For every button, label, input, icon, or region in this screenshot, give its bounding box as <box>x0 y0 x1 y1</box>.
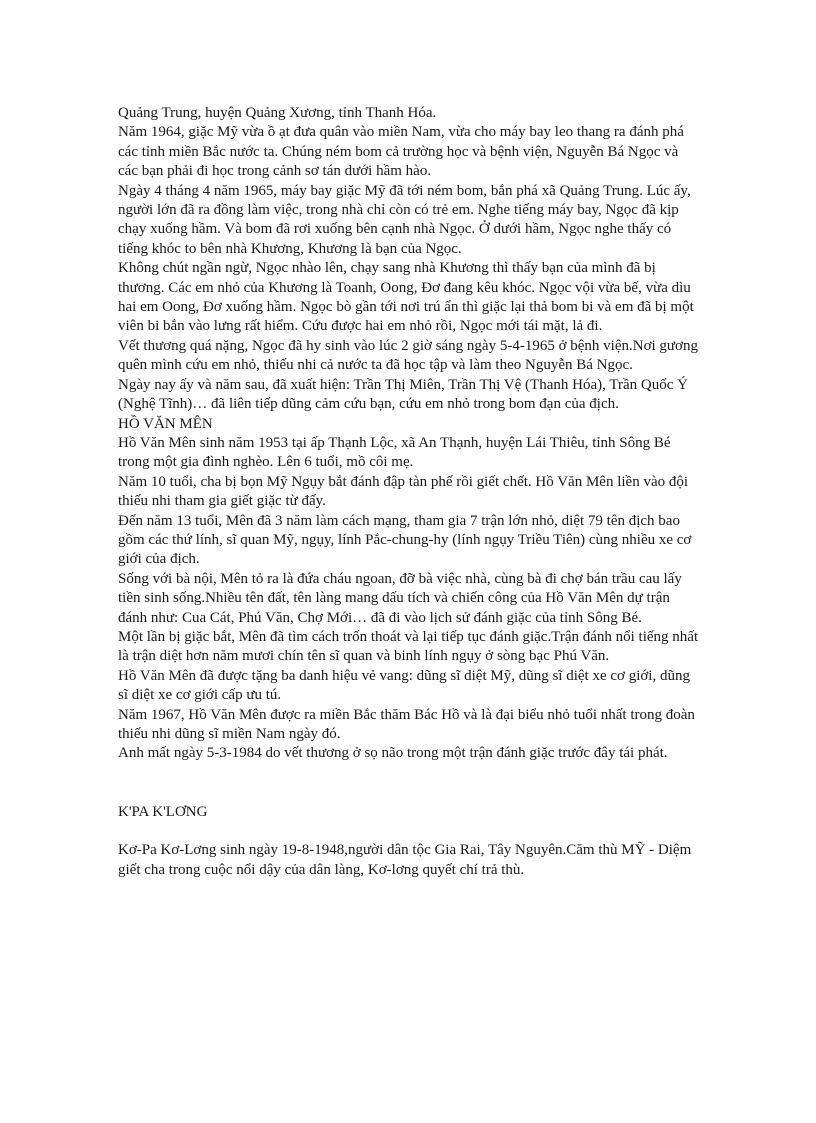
paragraph: Ngày nay ấy và năm sau, đã xuất hiện: Trần Thị Miên, Trần Thị Vệ (Thanh Hóa), Trần Quốc Ý (Nghệ Tĩnh)… đã liên tiếp dũng cảm cứu bạn, cứu em nhỏ trong bom đạn của địch. <box>118 376 688 413</box>
paragraph: Năm 10 tuổi, cha bị bọn Mỹ Ngụy bắt đánh đập tàn phế rồi giết chết. Hồ Văn Mên liền vào đội thiếu nhi tham gia giết giặc từ đấy. <box>118 473 689 510</box>
paragraph: Hồ Văn Mên sinh năm 1953 tại ấp Thạnh Lộc, xã An Thạnh, huyện Lái Thiêu, tỉnh Sông Bé trong một gia đình nghèo. Lên 6 tuổi, mồ côi mẹ. <box>118 434 671 471</box>
section-heading-ho-van-men: HỒ VĂN MÊN <box>118 415 213 432</box>
section-heading-kpa-klong: K'PA K'LƠNG <box>118 803 208 820</box>
paragraph: Quảng Trung, huyện Quảng Xương, tỉnh Thanh Hóa. <box>118 105 437 121</box>
paragraph: Vết thương quá nặng, Ngọc đã hy sinh vào lúc 2 giờ sáng ngày 5-4-1965 ở bệnh viện.Nơi gương quên mình cứu em nhỏ, thiếu nhi cả nước ta đã học tập và làm theo Nguyễn Bá Ngọc. <box>118 337 698 374</box>
paragraph: Không chút ngần ngừ, Ngọc nhào lên, chạy sang nhà Khương thì thấy bạn của mình đã bị thương. Các em nhỏ của Khương là Toanh, Oong, Đơ đang kêu khóc. Ngọc vội vừa bế, vừa dìu hai em Oong, Đơ xuống hầm. Ngọc bò gần tới nơi trú ẩn thì giặc lại thả bom bi và em đã bị một viên bi bắn vào lưng rất hiểm. Cứu được hai em nhỏ rồi, Ngọc mới tái mặt, lả đi. <box>118 260 694 335</box>
document-page <box>118 104 702 880</box>
section-nguyen-ba-ngoc <box>118 104 702 415</box>
paragraph: Năm 1967, Hồ Văn Mên được ra miền Bắc thăm Bác Hồ và là đại biểu nhỏ tuổi nhất trong đoàn thiếu nhi dũng sĩ miền Nam ngày đó. <box>118 706 695 742</box>
spacer <box>118 764 702 803</box>
paragraph: Năm 1964, giặc Mỹ vừa ồ ạt đưa quân vào miền Nam, vừa cho máy bay leo thang ra đánh phá các tỉnh miền Bắc nước ta. Chúng ném bom cả trường học và bệnh viện, Nguyễn Bá Ngọc và các bạn phải đi học trong cảnh sơ tán dưới hầm hào. <box>118 124 684 180</box>
paragraph: Một lần bị giặc bắt, Mên đã tìm cách trốn thoát và lại tiếp tục đánh giặc.Trận đánh nổi tiếng nhất là trận diệt hơn năm mươi chín tên sĩ quan và binh lính ngụy ở sòng bạc Phú Văn. <box>118 628 699 665</box>
paragraph: Kơ-Pa Kơ-Lơng sinh ngày 19-8-1948,người dân tộc Gia Rai, Tây Nguyên.Căm thù MỸ - Diệm giết cha trong cuộc nổi dậy của dân làng, Kơ-lơng quyết chí trả thù. <box>118 842 692 878</box>
section-ho-van-men <box>118 415 702 764</box>
paragraph: Sống với bà nội, Mên tỏ ra là đứa cháu ngoan, đỡ bà việc nhà, cùng bà đi chợ bán trầu cau lấy tiền sinh sống.Nhiều tên đất, tên làng mang dấu tích và chiến công của Hồ Văn Mên dự trận đánh như: Cua Cát, Phú Văn, Chợ Mới… đã đi vào lịch sử đánh giặc của tỉnh Sông Bé. <box>118 570 682 626</box>
paragraph: Anh mất ngày 5-3-1984 do vết thương ở sọ não trong một trận đánh giặc trước đây tái phát. <box>118 745 668 762</box>
paragraph: Ngày 4 tháng 4 năm 1965, máy bay giặc Mỹ đã tới ném bom, bắn phá xã Quảng Trung. Lúc ấy, người lớn đã ra đồng làm việc, trong nhà chỉ còn có trẻ em. Nghe tiếng máy bay, Ngọc đã kịp chạy xuống hầm. Và bom đã rơi xuống bên cạnh nhà Ngọc. Ở dưới hầm, Ngọc nghe thấy có tiếng khóc to bên nhà Khương, Khương là bạn của Ngọc. <box>118 182 691 257</box>
paragraph: Hồ Văn Mên đã được tặng ba danh hiệu vẻ vang: dũng sĩ diệt Mỹ, dũng sĩ diệt xe cơ giới, dũng sĩ diệt xe cơ giới cấp ưu tú. <box>118 667 690 704</box>
section-kpa-klong <box>118 803 702 880</box>
paragraph: Đến năm 13 tuổi, Mên đã 3 năm làm cách mạng, tham gia 7 trận lớn nhỏ, diệt 79 tên địch bao gồm các thứ lính, sĩ quan Mỹ, ngụy, lính Pắc-chung-hy (lính ngụy Triều Tiên) cùng nhiều xe cơ giới của địch. <box>118 512 692 568</box>
spacer <box>118 822 702 841</box>
